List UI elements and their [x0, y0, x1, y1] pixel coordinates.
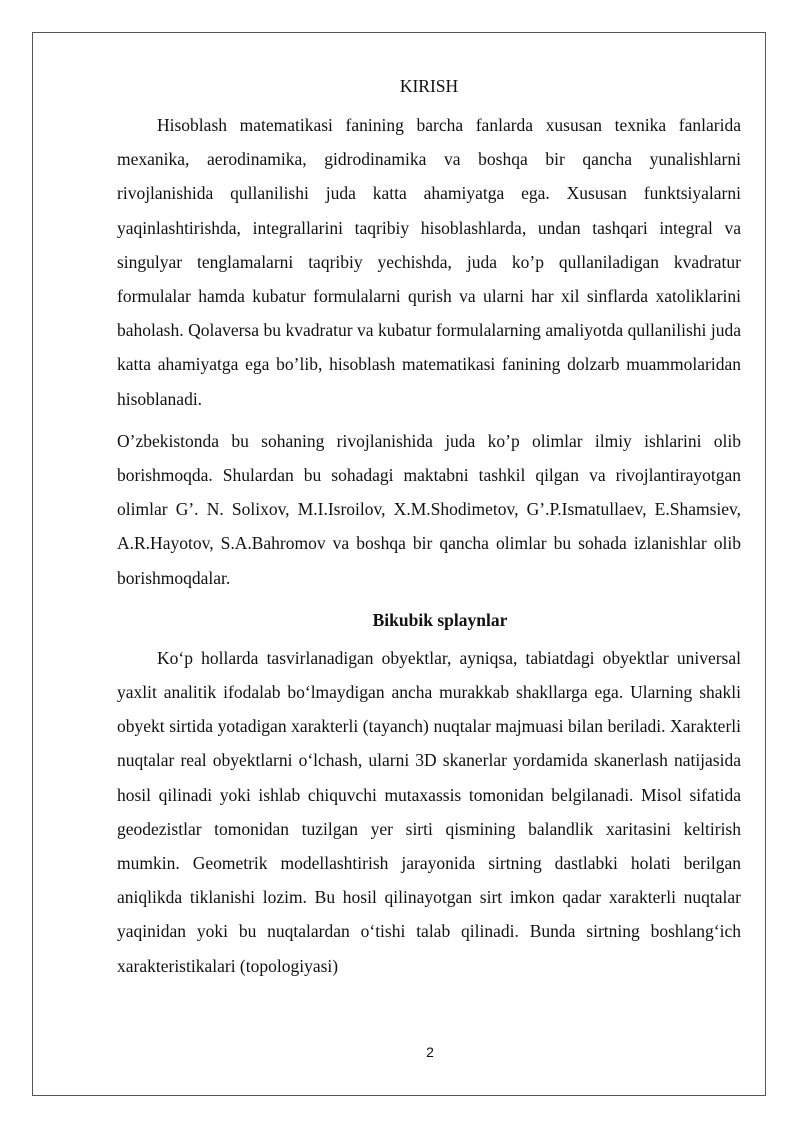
page-number: 2 [426, 1044, 434, 1060]
subsection-heading: Bikubik splaynlar [372, 609, 508, 630]
intro-paragraph: Hisoblash matematikasi fanining barcha fanlarda xususan texnika fanlarida mexanika, aerodinamika, gidrodinamika va boshqa bir qancha yunalishlarni rivojlanishida qullanilishi juda katta ahamiyatga ega. Xususan funktsiyalarni yaqinlashtirishda, integrallarini taqribiy hisoblashlarda, undan tashqari integral va singulyar tenglamalarni taqribiy yechishda, juda ko’p qullaniladigan kvadratur formulalar hamda kubatur formulalarni qurish va ularni har xil sinflarda xatoliklarini baholash. Qolaversa bu kvadratur va kubatur formulalarning amaliyotda qullanilishi juda katta ahamiyatga ega bo’lib, hisoblash matematikasi fanining dolzarb muammolaridan hisoblanadi. [117, 115, 741, 409]
section-heading: KIRISH [399, 76, 459, 96]
document-body [117, 74, 741, 983]
scholars-paragraph: O’zbekistonda bu sohaning rivojlanishida juda ko’p olimlar ilmiy ishlarini olib borishmoqda. Shulardan bu sohadagi maktabni tashkil qilgan va rivojlantirayotgan olimlar G’. N. Solixov, M.I.Isroilov, X.M.Shodimetov, G’.P.Ismatullaev, E.Shamsiev, A.R.Hayotov, S.A.Bahromov va boshqa bir qancha olimlar bu sohada izlanishlar olib borishmoqdalar. [117, 430, 741, 588]
splines-paragraph: Ko‘p hollarda tasvirlanadigan obyektlar, ayniqsa, tabiatdagi obyektlar universal yaxlit analitik ifodalab bo‘lmaydigan ancha murakkab shakllarga ega. Ularning shakli obyekt sirtida yotadigan xarakterli (tayanch) nuqtalar majmuasi bilan beriladi. Xarakterli nuqtalar real obyektlarni o‘lchash, ularni 3D skanerlar yordamida skanerlash natijasida hosil qilinadi yoki ishlab chiquvchi mutaxassis tomonidan belgilanadi. Misol sifatida geodezistlar tomonidan tuzilgan yer sirti qismining balandlik xaritasini keltirish mumkin. Geometrik modellashtirish jarayonida sirtning dastlabki holati berilgan aniqlikda tiklanishi lozim. Bu hosil qilinayotgan sirt imkon qadar xarakterli nuqtalar yaqinidan yoki bu nuqtalardan o‘tishi talab qilinadi. Bunda sirtning boshlang‘ich xarakteristikalari (topologiyasi) [117, 647, 741, 976]
paragraph-gap [117, 595, 741, 603]
paragraph-gap [117, 416, 741, 424]
